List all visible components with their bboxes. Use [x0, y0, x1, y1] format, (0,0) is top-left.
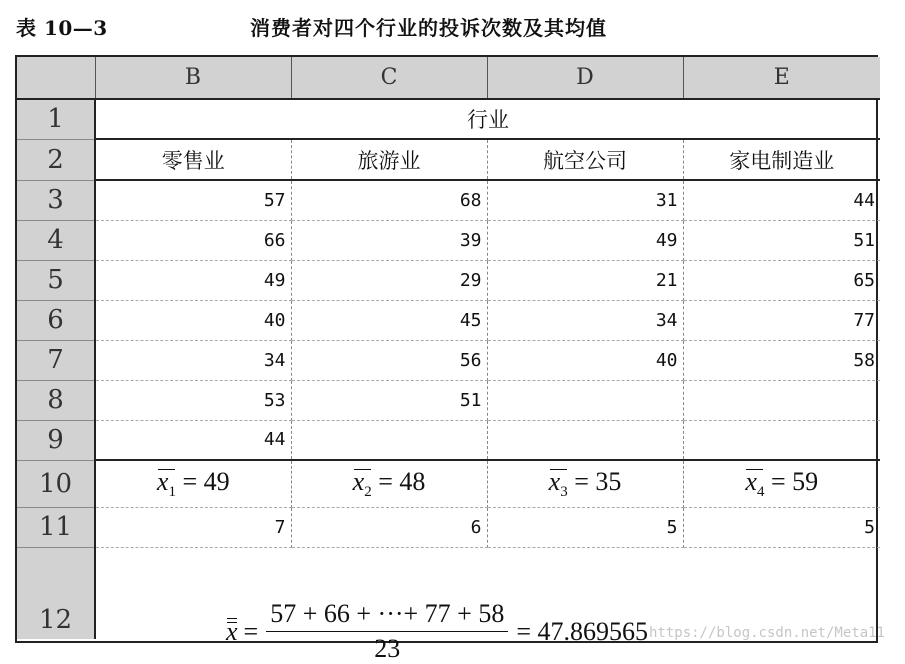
row-header-4[interactable]: 4 [17, 220, 95, 260]
group-header-cell[interactable]: 行业 [95, 99, 880, 139]
count-cell[interactable]: 5 [487, 507, 683, 547]
fraction [266, 599, 508, 664]
data-cell[interactable]: 34 [487, 300, 683, 340]
fraction-numerator: 57 + 66 + ···+ 77 + 58 [266, 599, 508, 632]
data-cell[interactable]: 56 [291, 340, 487, 380]
data-cell[interactable]: 44 [683, 180, 880, 220]
row-header-5[interactable]: 5 [17, 260, 95, 300]
mean-symbol: $x_3$ [548, 466, 568, 500]
industry-header-appliance[interactable]: 家电制造业 [683, 139, 880, 180]
mean-cell-1[interactable] [95, 460, 291, 507]
row-label-12: 12 [38, 605, 73, 635]
data-table [17, 57, 880, 664]
corner-cell[interactable] [17, 57, 95, 99]
data-cell[interactable]: 49 [487, 220, 683, 260]
data-cell[interactable]: 68 [291, 180, 487, 220]
data-cell[interactable] [683, 420, 880, 460]
data-cell[interactable]: 21 [487, 260, 683, 300]
mean-symbol: $x_4$ [745, 466, 765, 500]
data-cell[interactable]: 57 [95, 180, 291, 220]
equals-sign: = [243, 616, 259, 646]
data-cell[interactable] [683, 380, 880, 420]
grand-mean-symbol: x [226, 616, 238, 646]
row-header-8[interactable]: 8 [17, 380, 95, 420]
data-cell[interactable]: 51 [683, 220, 880, 260]
data-cell[interactable]: 29 [291, 260, 487, 300]
data-cell[interactable]: 49 [95, 260, 291, 300]
column-header-e[interactable]: E [683, 57, 880, 99]
mean-value: = 48 [378, 466, 426, 496]
column-header-c[interactable]: C [291, 57, 487, 99]
row-header-1[interactable]: 1 [17, 99, 95, 139]
data-cell[interactable]: 44 [95, 420, 291, 460]
mean-value: = 49 [182, 466, 230, 496]
industry-header-retail[interactable]: 零售业 [95, 139, 291, 180]
mean-cell-4[interactable] [683, 460, 880, 507]
table-caption [10, 8, 890, 42]
mean-value: = 35 [574, 466, 622, 496]
column-header-b[interactable]: B [95, 57, 291, 99]
data-cell[interactable]: 34 [95, 340, 291, 380]
row-header-10[interactable]: 10 [17, 460, 95, 507]
data-cell[interactable]: 40 [487, 340, 683, 380]
fraction-denominator: 23 [374, 634, 401, 664]
table-number: 表 10—3 [16, 16, 108, 40]
mean-subscript: 1 [168, 483, 176, 500]
row-header-2[interactable]: 2 [17, 139, 95, 180]
spreadsheet [15, 55, 878, 664]
industry-header-airline[interactable]: 航空公司 [487, 139, 683, 180]
count-cell[interactable]: 6 [291, 507, 487, 547]
data-cell[interactable]: 39 [291, 220, 487, 260]
mean-symbol: $x_2$ [352, 466, 372, 500]
data-cell[interactable] [291, 420, 487, 460]
mean-subscript: 4 [756, 483, 765, 500]
mean-subscript: 2 [364, 483, 372, 500]
data-cell[interactable]: 51 [291, 380, 487, 420]
data-cell[interactable]: 40 [95, 300, 291, 340]
row-header-6[interactable]: 6 [17, 300, 95, 340]
data-cell[interactable]: 45 [291, 300, 487, 340]
data-cell[interactable] [487, 380, 683, 420]
data-cell[interactable]: 31 [487, 180, 683, 220]
mean-value: = 59 [770, 466, 819, 496]
column-header-d[interactable]: D [487, 57, 683, 99]
row-header-3[interactable]: 3 [17, 180, 95, 220]
count-cell[interactable]: 5 [683, 507, 880, 547]
mean-cell-2[interactable] [291, 460, 487, 507]
row-header-11[interactable]: 11 [17, 507, 95, 547]
watermark: https://blog.csdn.net/Meta11 [648, 625, 885, 641]
data-cell[interactable]: 65 [683, 260, 880, 300]
table-title: 消费者对四个行业的投诉次数及其均值 [250, 16, 607, 40]
data-cell[interactable]: 77 [683, 300, 880, 340]
row-header-9[interactable]: 9 [17, 420, 95, 460]
formula-row [226, 599, 648, 664]
data-cell[interactable] [487, 420, 683, 460]
data-cell[interactable]: 66 [95, 220, 291, 260]
row-header-7[interactable]: 7 [17, 340, 95, 380]
data-cell[interactable]: 53 [95, 380, 291, 420]
row-header-12[interactable] [17, 547, 95, 639]
count-cell[interactable]: 7 [95, 507, 291, 547]
data-cell[interactable]: 58 [683, 340, 880, 380]
industry-header-travel[interactable]: 旅游业 [291, 139, 487, 180]
grand-mean-result: = 47.869565 [516, 616, 649, 646]
mean-cell-3[interactable] [487, 460, 683, 507]
mean-subscript: 3 [560, 483, 568, 500]
mean-symbol: $x_1$ [156, 466, 176, 500]
